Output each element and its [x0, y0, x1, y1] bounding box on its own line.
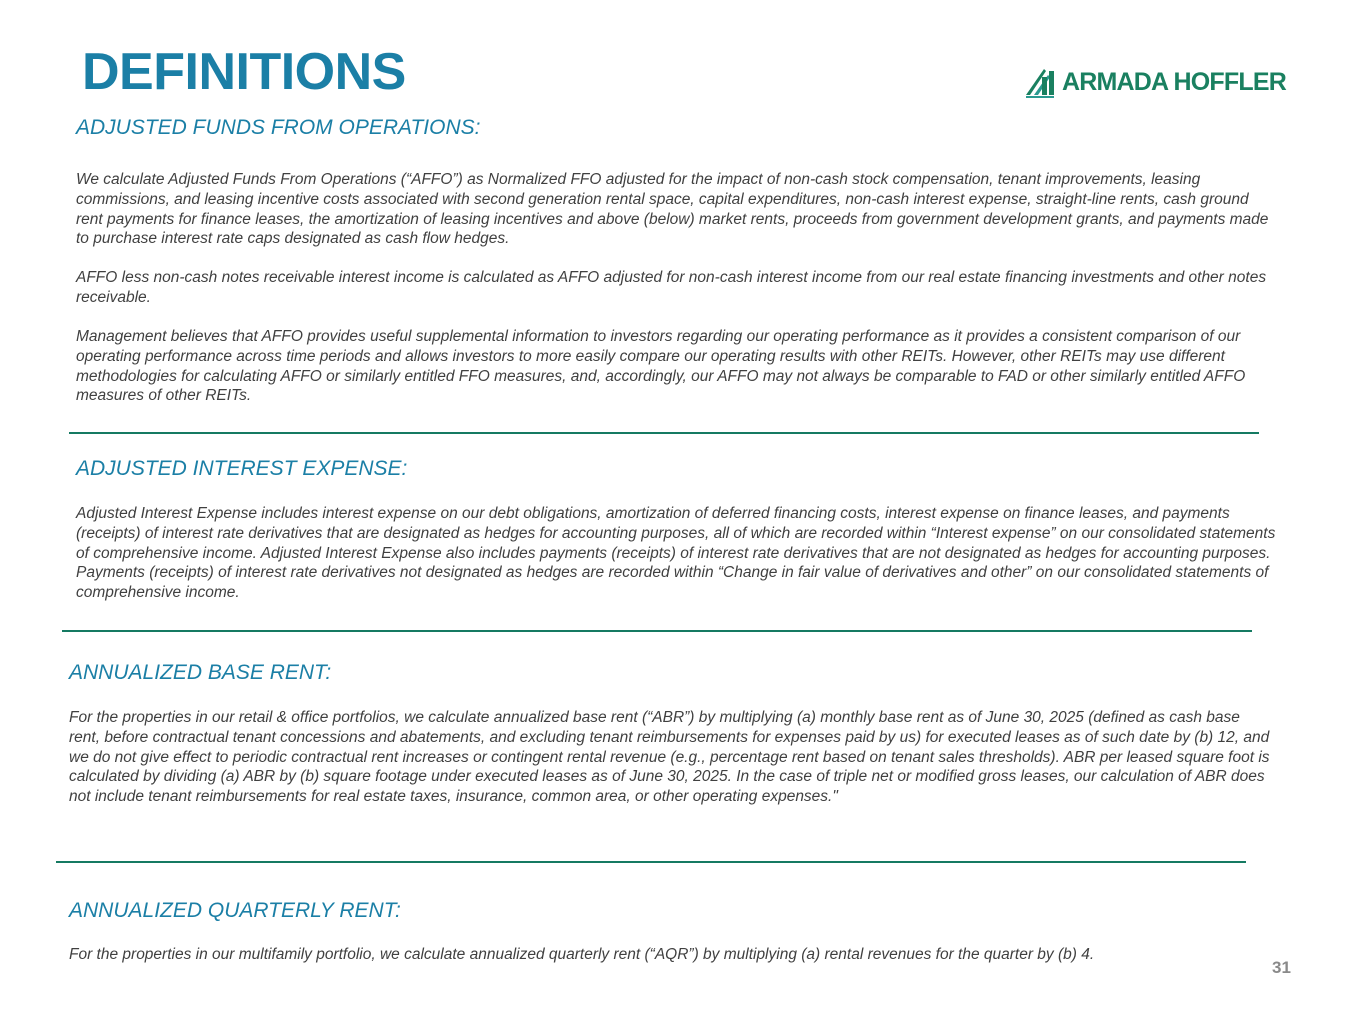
- section-divider: [69, 432, 1259, 434]
- affo-management-paragraph: Management believes that AFFO provides useful supplemental information to investors regarding our operating performance as it provides a consistent comparison of our operating performance across time periods and allows investors to more easily compare our operating results with other REITs. However, other REITs may use different methodologies for calculating AFFO or similarly entitled FFO measures, and, accordingly, our AFFO may not always be comparable to FAD or other similarly entitled AFFO measures of other REITs.: [76, 328, 1246, 405]
- affo-less-noncash-paragraph: AFFO less non-cash notes receivable interest income is calculated as AFFO adjusted for non-cash interest income from our real estate financing investments and other notes receivable.: [76, 269, 1267, 306]
- page-number: 31: [1272, 958, 1291, 977]
- page-title: DEFINITIONS: [82, 43, 406, 101]
- company-logo: [1024, 62, 1286, 102]
- section-heading-affo: ADJUSTED FUNDS FROM OPERATIONS:: [76, 116, 481, 139]
- section-heading-adjusted-interest-expense: ADJUSTED INTEREST EXPENSE:: [76, 457, 408, 480]
- armada-hoffler-logo-icon: [1024, 65, 1058, 99]
- section-divider: [62, 630, 1252, 632]
- affo-definition-paragraph: We calculate Adjusted Funds From Operations (“AFFO”) as Normalized FFO adjusted for the impact of non-cash stock compensation, tenant improvements, leasing commissions, and leasing incentive costs associated with second generation rental space, capital expenditures, non-cash interest expense, straight-line rents, cash ground rent payments for finance leases, the amortization of leasing incentives and above (below) market rents, proceeds from government development grants, and payments made to purchase interest rate caps designated as cash flow hedges.: [76, 171, 1269, 248]
- section-divider: [56, 861, 1246, 863]
- section-heading-annualized-base-rent: ANNUALIZED BASE RENT:: [69, 661, 332, 684]
- logo-wordmark: ARMADA HOFFLER: [1062, 68, 1286, 96]
- annualized-quarterly-rent-paragraph: For the properties in our multifamily portfolio, we calculate annualized quarterly rent (“AQR”) by multiplying (a) rental revenues for the quarter by (b) 4.: [69, 946, 1095, 963]
- annualized-base-rent-paragraph: For the properties in our retail & office portfolios, we calculate annualized base rent (“ABR”) by multiplying (a) monthly base rent as of June 30, 2025 (defined as cash base rent, before contractual tenant concessions and abatements, and excluding tenant reimbursements for expenses paid by us) for executed leases as of such date by (b) 12, and we do not give effect to periodic contractual rent increases or contingent rental revenue (e.g., percentage rent based on tenant sales thresholds). ABR per leased square foot is calculated by dividing (a) ABR by (b) square footage under executed leases as of June 30, 2025. In the case of triple net or modified gross leases, our calculation of ABR does not include tenant reimbursements for real estate taxes, insurance, common area, or other operating expenses.": [69, 709, 1270, 806]
- section-heading-annualized-quarterly-rent: ANNUALIZED QUARTERLY RENT:: [69, 899, 401, 922]
- adjusted-interest-expense-paragraph: Adjusted Interest Expense includes interest expense on our debt obligations, amortization of deferred financing costs, interest expense on finance leases, and payments (receipts) of interest rate derivatives that are designated as hedges for accounting purposes, all of which are recorded within “Interest expense” on our consolidated statements of comprehensive income. Adjusted Interest Expense also includes payments (receipts) of interest rate derivatives that are not designated as hedges for accounting purposes. Payments (receipts) of interest rate derivatives not designated as hedges are recorded within “Change in fair value of derivatives and other” on our consolidated statements of comprehensive income.: [76, 505, 1276, 602]
